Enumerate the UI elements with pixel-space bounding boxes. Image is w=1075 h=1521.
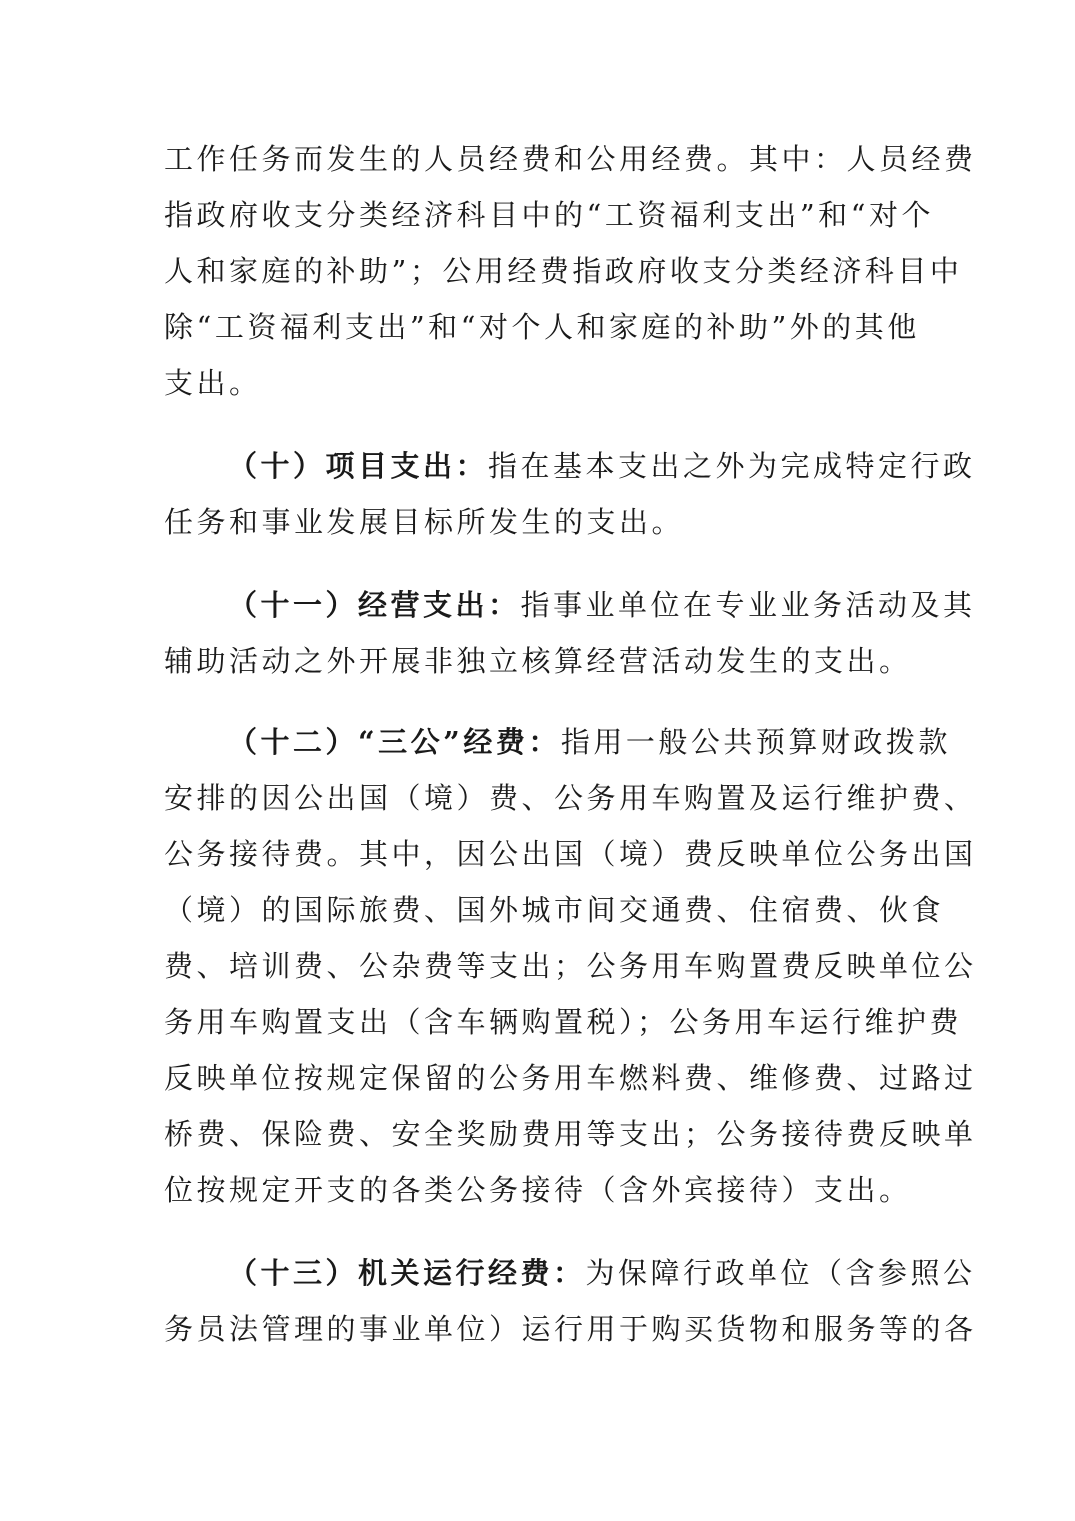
text-line: 桥费、保险费、安全奖励费用等支出；公务接待费反映单 [164, 1117, 977, 1151]
text-run: 指在基本支出之外为完成特定行政 [488, 449, 976, 483]
text-line: 任务和事业发展目标所发生的支出。 [164, 505, 685, 539]
text-line [164, 577, 976, 633]
text-line [164, 714, 951, 770]
text-run: 为保障行政单位（含参照公 [585, 1256, 976, 1290]
text-line: 人和家庭的补助”；公用经费指政府收支分类经济科目中 [164, 254, 963, 288]
section-heading: （十三）机关运行经费： [228, 1256, 586, 1290]
text-line: （境）的国际旅费、国外城市间交通费、住宿费、伙食 [164, 893, 945, 927]
text-line: 务用车购置支出（含车辆购置税）；公务用车运行维护费 [164, 1005, 963, 1039]
text-line: 工作任务而发生的人员经费和公用经费。其中：人员经费 [164, 142, 977, 176]
text-line [164, 438, 976, 494]
text-line: 除“工资福利支出”和“对个人和家庭的补助”外的其他 [164, 310, 920, 344]
text-run: 指用一般公共预算财政拨款 [560, 725, 951, 759]
paragraph-project-expenditure [164, 438, 976, 550]
section-heading: （十一）经营支出： [228, 588, 521, 622]
paragraph-three-public-funds [164, 714, 977, 1218]
text-line: 指政府收支分类经济科目中的“工资福利支出”和“对个 [164, 198, 934, 232]
text-line: 位按规定开支的各类公务接待（含外宾接待）支出。 [164, 1173, 912, 1207]
text-line: 辅助活动之外开展非独立核算经营活动发生的支出。 [164, 644, 912, 678]
text-line: 安排的因公出国（境）费、公务用车购置及运行维护费、 [164, 781, 977, 815]
text-line: 反映单位按规定保留的公务用车燃料费、维修费、过路过 [164, 1061, 977, 1095]
text-line [164, 1245, 976, 1301]
paragraph-agency-operating-funds [164, 1245, 977, 1357]
text-line: 务员法管理的事业单位）运行用于购买货物和服务等的各 [164, 1312, 977, 1346]
text-line: 支出。 [164, 366, 262, 400]
text-line: 公务接待费。其中，因公出国（境）费反映单位公务出国 [164, 837, 977, 871]
text-line: 费、培训费、公杂费等支出；公务用车购置费反映单位公 [164, 949, 977, 983]
section-heading: （十）项目支出： [228, 449, 489, 483]
section-heading: （十二）“三公”经费： [228, 725, 561, 759]
paragraph-basic-expenditure-continued [164, 131, 977, 411]
text-run: 指事业单位在专业业务活动及其 [520, 588, 976, 622]
paragraph-operating-expenditure [164, 577, 976, 689]
